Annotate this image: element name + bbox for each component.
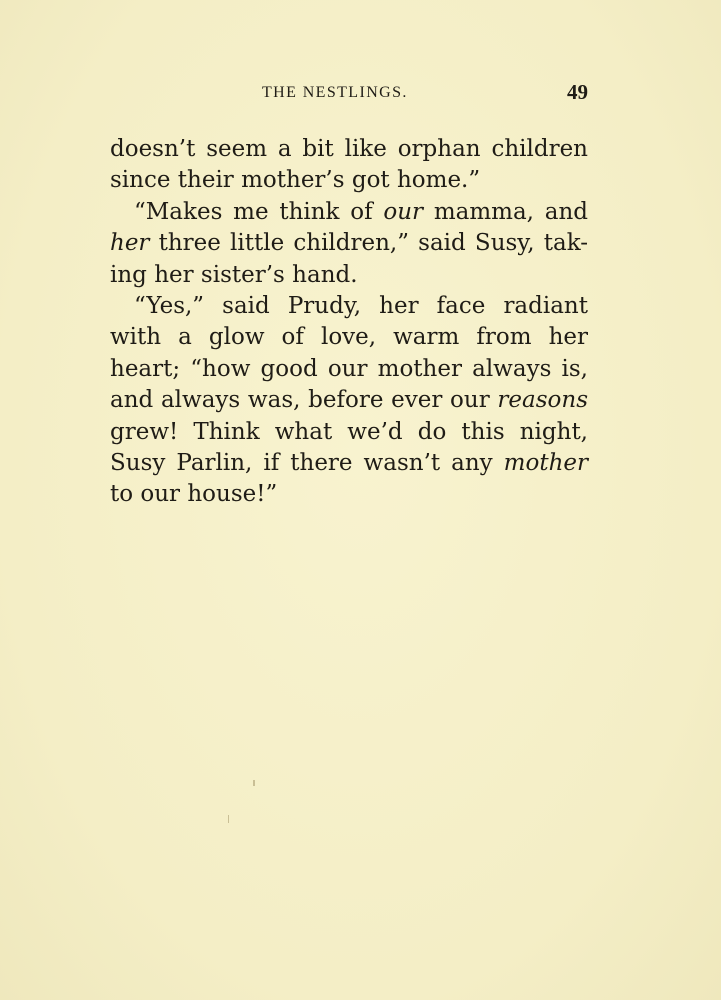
text-segment: doesn’t seem a bit like orphan children bbox=[110, 136, 588, 162]
italic-word: our bbox=[383, 198, 424, 225]
text-line bbox=[110, 260, 588, 291]
text-line bbox=[110, 385, 588, 416]
text-line bbox=[110, 291, 588, 322]
text-segment: “Yes,” said Prudy, her face radiant bbox=[134, 292, 588, 319]
text-line bbox=[110, 322, 588, 353]
italic-word: mother bbox=[503, 449, 588, 476]
text-segment: ing her sister’s hand. bbox=[110, 261, 358, 288]
text-segment: and always was, before ever our bbox=[110, 387, 498, 414]
text-segment: three little children,” said Susy, tak- bbox=[149, 230, 588, 257]
text-segment: grew! Think what we’d do this night, bbox=[110, 418, 588, 445]
text-segment: with a glow of love, warm from her bbox=[110, 324, 588, 351]
body-text bbox=[110, 134, 588, 511]
text-segment: “Makes me think of bbox=[134, 198, 384, 225]
running-head bbox=[110, 82, 590, 106]
paper-speck bbox=[253, 780, 255, 786]
text-segment: to our house!” bbox=[110, 481, 278, 508]
running-title: THE NESTLINGS. bbox=[262, 84, 408, 101]
page-number: 49 bbox=[567, 80, 588, 104]
text-line bbox=[110, 134, 588, 165]
text-line bbox=[110, 354, 588, 385]
paper-speck bbox=[228, 815, 229, 823]
text-line bbox=[110, 228, 588, 259]
text-line bbox=[110, 448, 588, 479]
text-line bbox=[110, 165, 588, 196]
text-line bbox=[110, 197, 588, 228]
text-segment: since their mother’s got home.” bbox=[110, 167, 481, 194]
text-segment: mamma, and bbox=[423, 198, 588, 225]
text-segment: heart; “how good our mother always is, bbox=[110, 355, 588, 382]
italic-word: her bbox=[110, 230, 150, 257]
text-line bbox=[110, 417, 588, 448]
italic-word: reasons bbox=[497, 387, 588, 414]
text-line bbox=[110, 479, 588, 510]
text-segment: Susy Parlin, if there wasn’t any bbox=[110, 449, 504, 476]
